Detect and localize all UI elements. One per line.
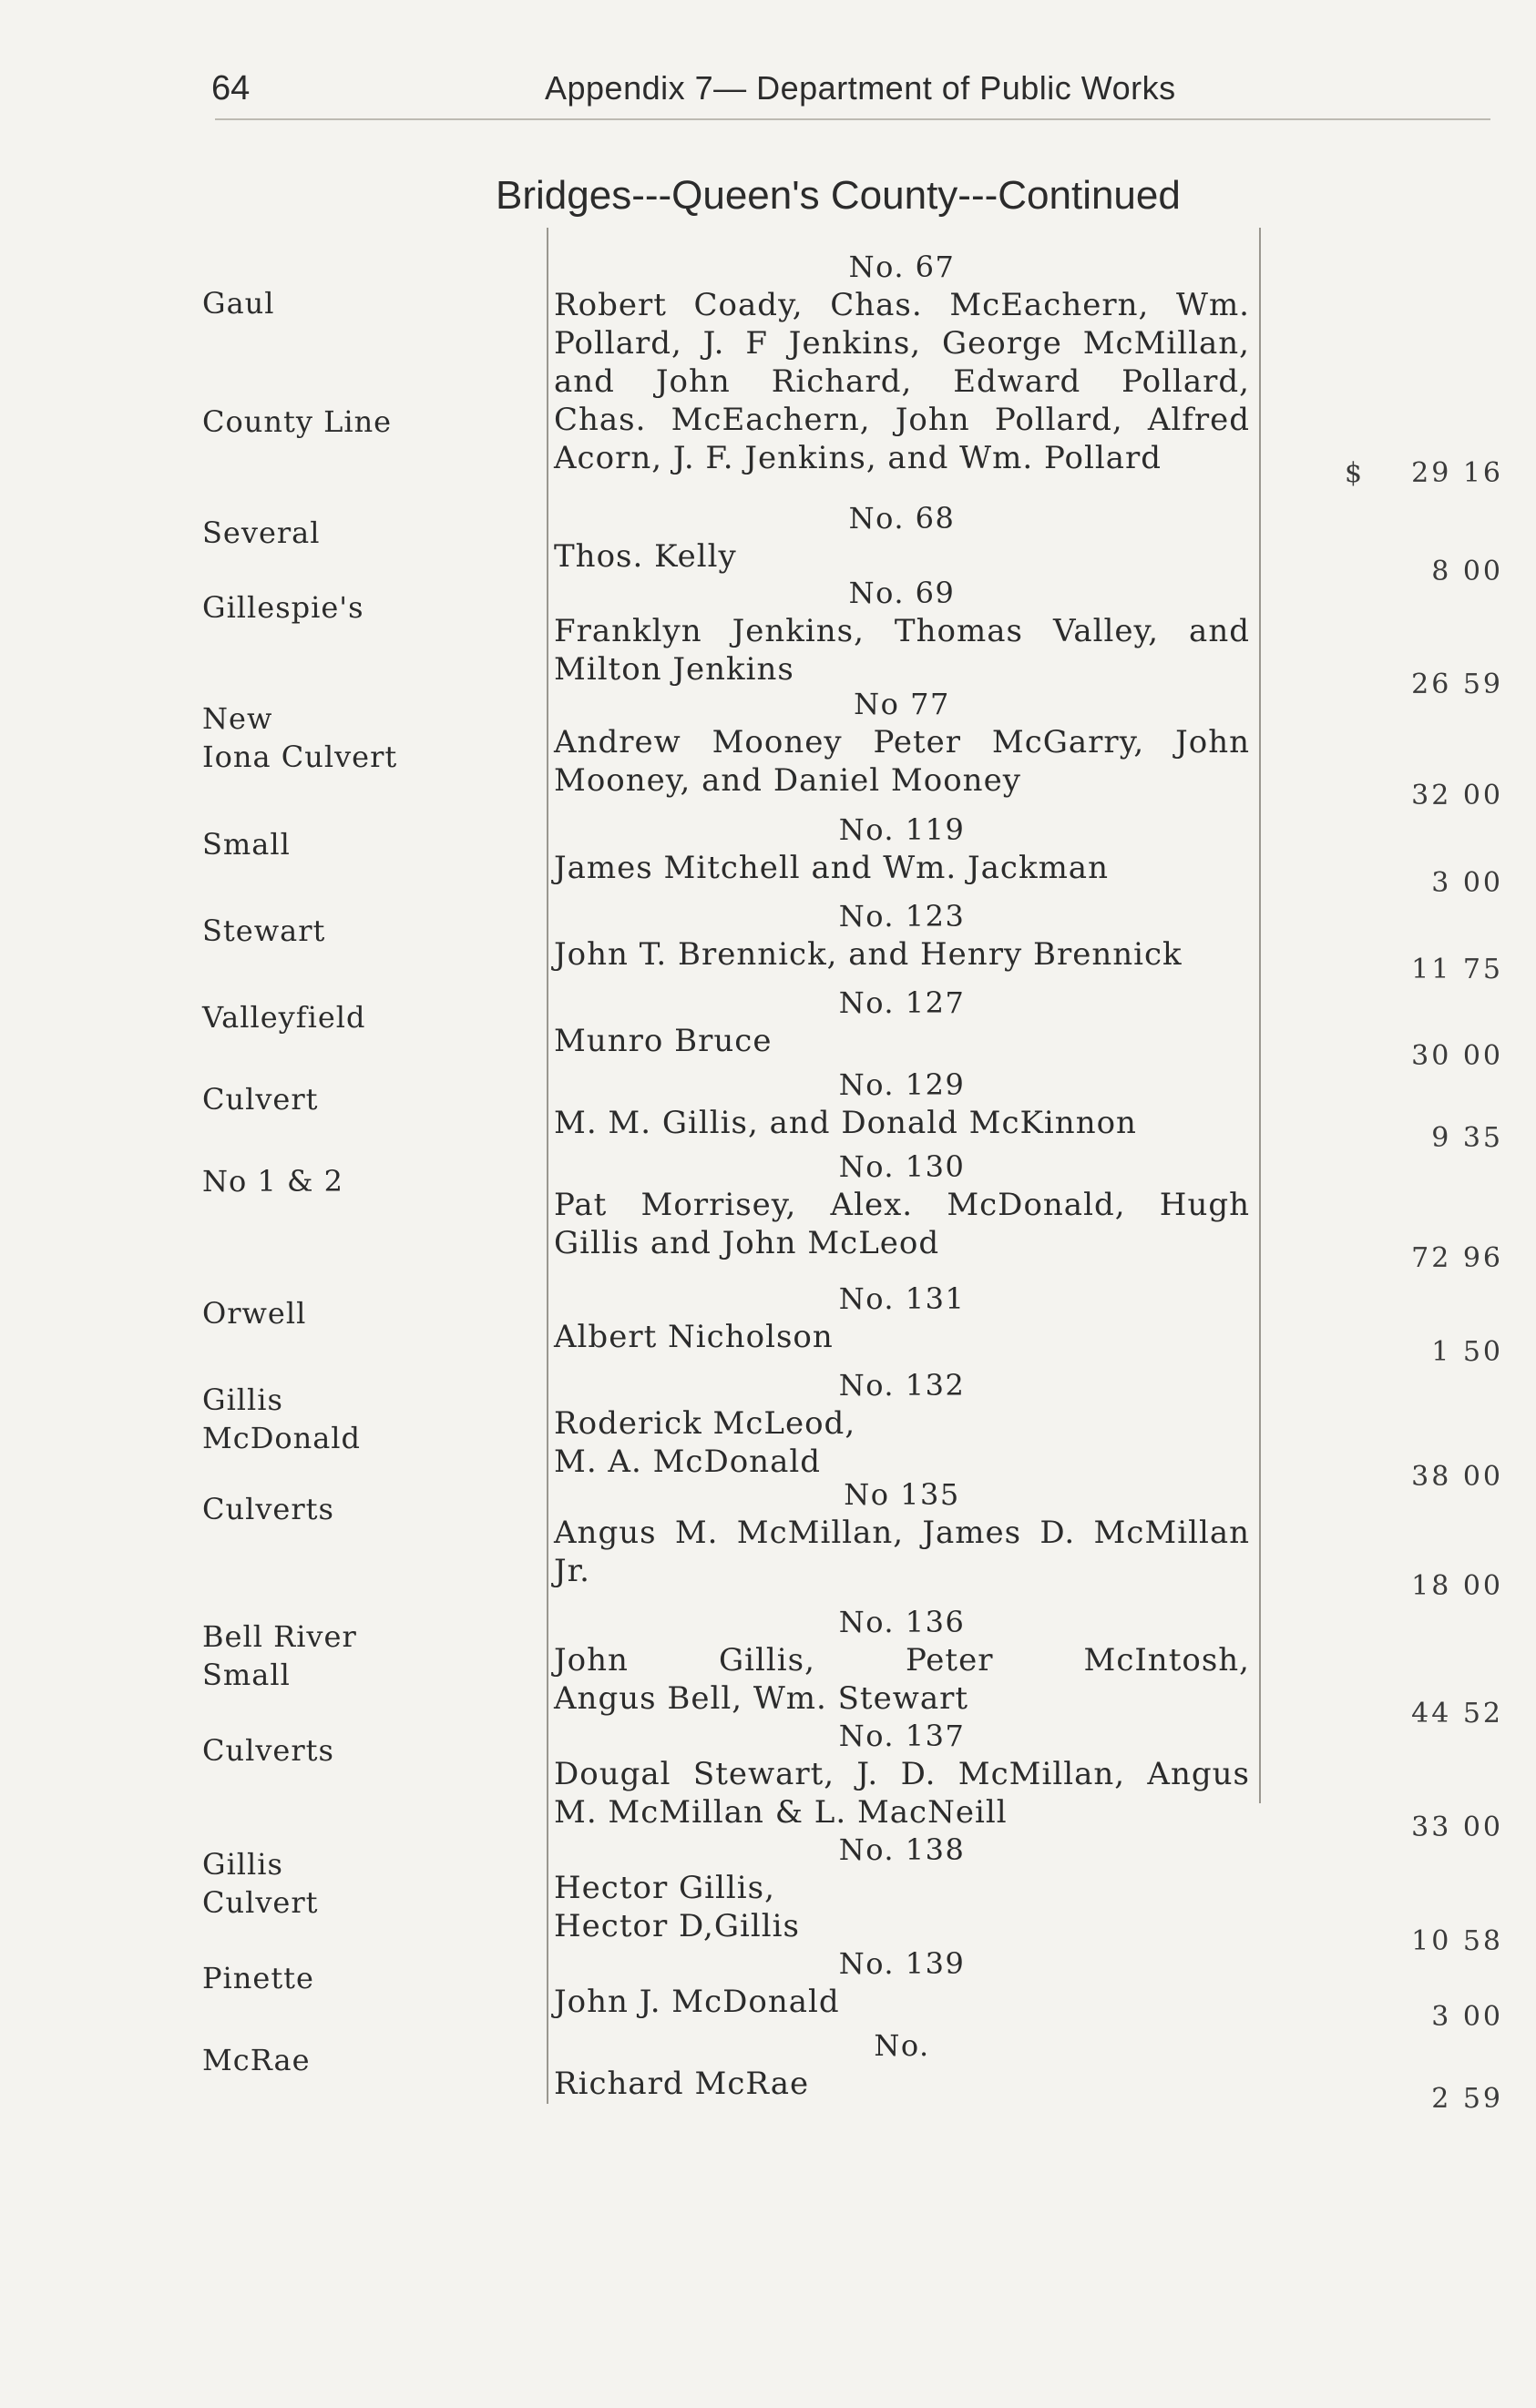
amount-value: 3 00 [1431,2001,1503,2033]
payee-line: M. M. Gillis, and Donald McKinnon [554,1105,1137,1141]
payees-block [554,1514,1250,1590]
contract-number: No. 131 [838,1281,966,1316]
payee-line: Thos. Kelly [554,538,737,575]
amount-value: 38 00 [1411,1461,1503,1493]
amount-value: 44 52 [1411,1698,1503,1729]
payees-block [554,1404,1250,1481]
contract-number: No. 130 [838,1149,966,1184]
payee-line: Dougal Stewart, J. D. McMillan, Angus [554,1756,1250,1792]
payee-line: Angus Bell, Wm. Stewart [554,1680,969,1717]
amount-value: 2 59 [1431,2083,1503,2115]
payee-line: Angus M. McMillan, James D. McMillan [554,1515,1250,1551]
contract-number: No. 129 [838,1067,966,1102]
payees-block [554,1022,1250,1060]
amount-value: 26 59 [1411,668,1503,700]
bridge-name: Gillis [202,1847,283,1882]
bridge-name: Culvert [202,1082,319,1117]
amount-value: 33 00 [1411,1811,1503,1843]
amount-value: 11 75 [1411,954,1503,985]
bridge-name: Gaul [202,286,275,321]
payee-line: Acorn, J. F. Jenkins, and Wm. Pollard [554,440,1162,476]
contract-number: No. 138 [838,1832,966,1867]
payee-line: Hector Gillis, [554,1870,775,1906]
contract-number: No. 69 [848,576,956,610]
header-divider [215,118,1490,120]
payees-block [554,1186,1250,1262]
payees-block [554,935,1250,974]
bridge-name: Culvert [202,1885,319,1920]
contract-number: No. 139 [838,1946,966,1981]
bridge-name: Gillespie's [202,590,364,625]
amount-value: 72 96 [1411,1242,1503,1274]
section-title: Bridges---Queen's County---Continued [496,173,1181,218]
payee-line: Pat Morrisey, Alex. McDonald, Hugh [554,1187,1250,1223]
bridge-name: Valleyfield [202,1000,366,1035]
contract-number: No. 67 [848,250,956,284]
bridge-name: Culverts [202,1492,334,1526]
payees-block [554,286,1250,477]
bridge-name: Iona Culvert [202,740,398,774]
amount-value: 32 00 [1411,780,1503,811]
bridge-name: Orwell [202,1296,307,1331]
payee-line: John Gillis, Peter McIntosh, [554,1642,1250,1678]
payee-line: Richard McRae [554,2066,810,2102]
amount-value: 9 35 [1431,1122,1503,1154]
bridge-name: Small [202,827,291,862]
payee-line: James Mitchell and Wm. Jackman [554,850,1109,886]
payees-block [554,612,1250,689]
bridge-name: Pinette [202,1961,314,1995]
payee-line: Chas. McEachern, John Pollard, Alfred [554,402,1250,438]
payees-block [554,2065,1250,2103]
payee-line: Munro Bruce [554,1023,773,1059]
payees-block [554,1983,1250,2021]
payees-block [554,1869,1250,1945]
amount-value: 18 00 [1411,1570,1503,1602]
payee-line: Pollard, J. F Jenkins, George McMillan, [554,325,1250,362]
payee-line: Mooney, and Daniel Mooney [554,762,1021,799]
payees-block [554,537,1250,576]
payee-line: M. McMillan & L. MacNeill [554,1794,1008,1831]
amount-value: 8 00 [1431,556,1503,587]
running-header-title: Appendix 7— Department of Public Works [545,69,1176,107]
payee-line: Roderick McLeod, [554,1405,856,1442]
contract-number: No. 123 [838,899,966,934]
payees-block [554,1318,1250,1356]
payees-block [554,1104,1250,1142]
column-rule-right [1259,228,1261,1803]
payees-block [554,723,1250,800]
payee-line: Robert Coady, Chas. McEachern, Wm. [554,287,1250,323]
bridge-name: Several [202,515,321,550]
contract-number: No. [874,2028,930,2063]
payee-line: Gillis and John McLeod [554,1225,940,1261]
contract-number: No. 119 [838,812,966,847]
contract-number: No 77 [854,687,950,721]
payee-line: Hector D,Gillis [554,1908,800,1944]
contract-number: No. 127 [838,985,966,1020]
dollar-sign: $ [1345,457,1366,489]
payees-block [554,849,1250,887]
payee-line: M. A. McDonald [554,1444,821,1480]
bridge-name: Gillis [202,1383,283,1417]
contract-number: No. 68 [848,501,956,536]
contract-number: No 135 [844,1477,960,1512]
payees-block [554,1641,1250,1718]
bridge-name: No 1 & 2 [202,1164,343,1199]
bridge-name: McRae [202,2043,311,2077]
bridge-name: Bell River [202,1619,357,1654]
bridge-name: McDonald [202,1421,362,1455]
amount-value: 3 00 [1431,867,1503,899]
bridge-name: New [202,701,273,736]
bridge-name: County Line [202,404,393,439]
amount-value: 30 00 [1411,1040,1503,1072]
amount-value: 1 50 [1431,1336,1503,1368]
payee-line: Jr. [554,1553,590,1589]
contract-number: No. 137 [838,1719,966,1753]
payee-line: John T. Brennick, and Henry Brennick [554,936,1183,973]
page-number: 64 [211,69,251,107]
payee-line: Albert Nicholson [554,1319,834,1355]
payee-line: Milton Jenkins [554,651,794,688]
bridge-name: Stewart [202,913,326,948]
amount-value: 10 58 [1411,1925,1503,1957]
amount-value: 29 16 [1411,457,1503,489]
payee-line: and John Richard, Edward Pollard, [554,363,1250,400]
bridge-name: Culverts [202,1733,334,1768]
payees-block [554,1755,1250,1832]
bridge-name: Small [202,1658,291,1692]
contract-number: No. 132 [838,1368,966,1403]
payee-line: Franklyn Jenkins, Thomas Valley, and [554,613,1250,649]
payee-line: Andrew Mooney Peter McGarry, John [554,724,1250,760]
payee-line: John J. McDonald [554,1984,840,2020]
contract-number: No. 136 [838,1605,966,1639]
